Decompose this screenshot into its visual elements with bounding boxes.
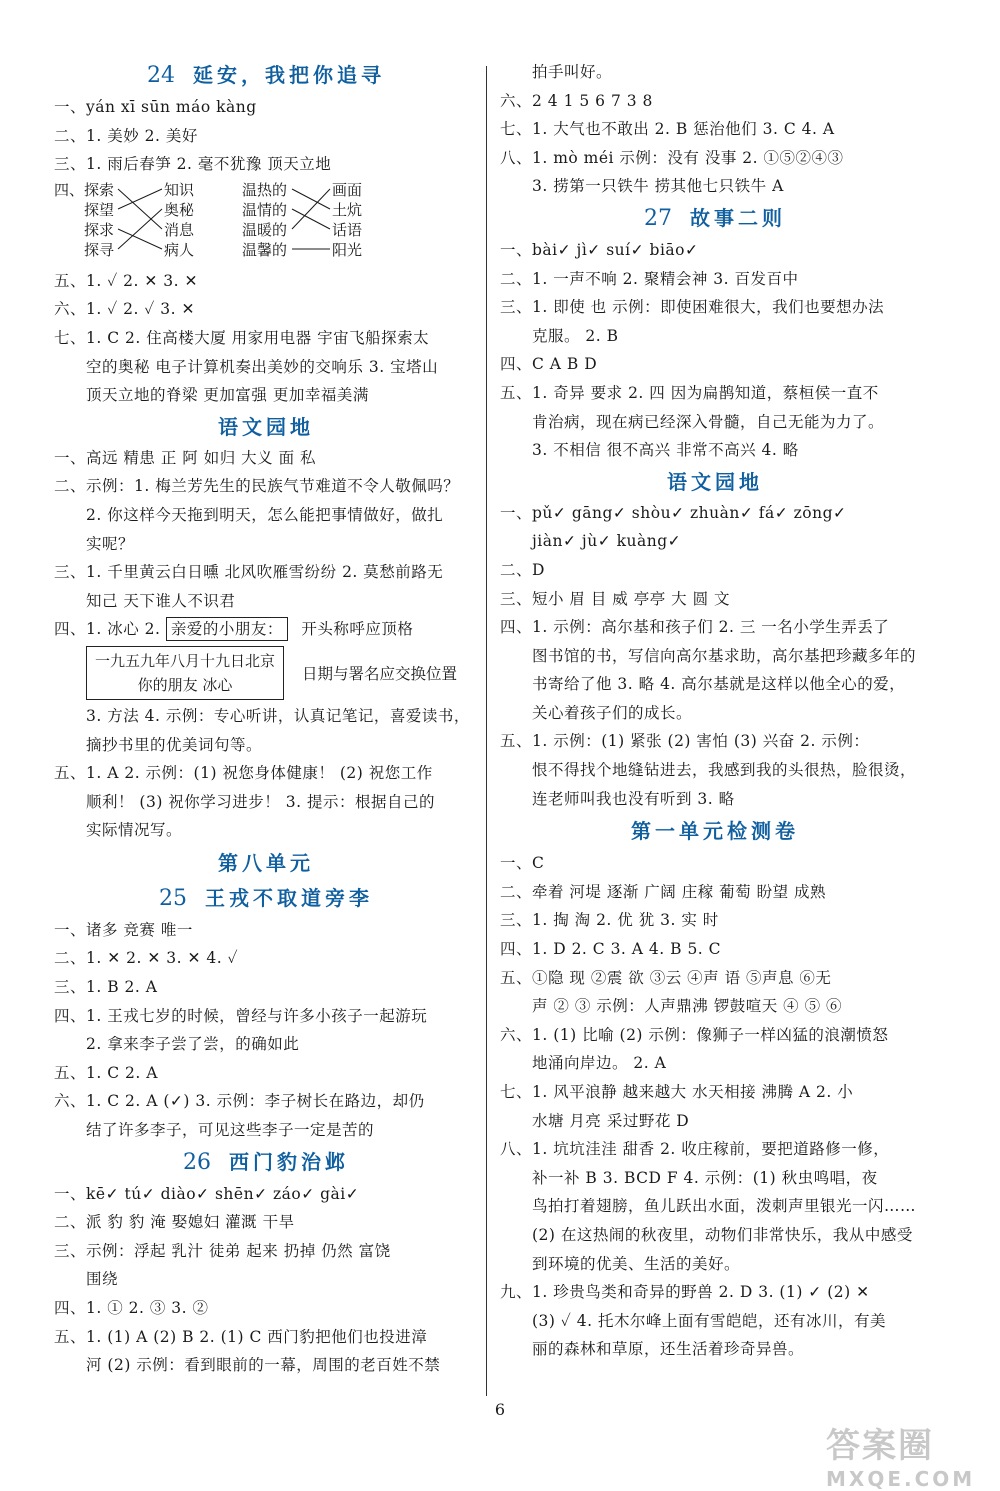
section-heading-27 bbox=[500, 201, 930, 236]
section-title: 王戎不取道旁李 bbox=[205, 885, 373, 910]
test-title: 第一单元检测卷 bbox=[631, 819, 799, 844]
answer-line: 七、1. C 2. 住高楼大厦 用家用电器 宇宙飞船探索太 bbox=[54, 328, 430, 347]
page-number: 6 bbox=[494, 1400, 506, 1419]
section-title: 故事二则 bbox=[690, 205, 786, 230]
answer-line: jiàn✓ jù✓ kuàng✓ bbox=[532, 532, 682, 551]
answer-line: 四、C A B D bbox=[500, 355, 598, 374]
section-number: 27 bbox=[644, 205, 672, 231]
answer-line: 补一补 B 3. BCD F 4. 示例：(1) 秋虫鸣唱，夜 bbox=[532, 1168, 878, 1187]
answer-line: 空的奥秘 电子计算机奏出美妙的交响乐 3. 宝塔山 bbox=[86, 357, 439, 376]
answer-line: 3. 方法 4. 示例：专心听讲，认真记笔记，喜爱读书， bbox=[86, 706, 470, 725]
match-word: 奥秘 bbox=[164, 200, 195, 219]
answer-line: 三、1. 即使 也 示例：即使困难很大，我们也要想办法 bbox=[500, 298, 885, 317]
answer-line: 连老师叫我也没有听到 3. 略 bbox=[532, 789, 735, 808]
answer-line: 关心着孩子们的成长。 bbox=[532, 703, 693, 722]
answer-line bbox=[54, 615, 478, 644]
answer-line: 四、 bbox=[54, 180, 85, 199]
answer-line: 三、示例：浮起 乳汁 徒弟 起来 扔掉 仍然 富饶 bbox=[54, 1241, 391, 1260]
word-matching-exercise bbox=[54, 179, 478, 267]
signature-line: 你的朋友 冰心 bbox=[137, 675, 233, 694]
answer-line: 三、1. 掏 淘 2. 优 犹 3. 实 时 bbox=[500, 911, 719, 930]
answer-line: 四、1. 示例：高尔基和孩子们 2. 三 一名小学生弄丢了 bbox=[500, 618, 890, 637]
answer-line: 六、1. (1) 比喻 (2) 示例：像狮子一样凶猛的浪潮愤怒 bbox=[500, 1025, 889, 1044]
answer-line: 3. 捞第一只铁牛 捞其他七只铁牛 A bbox=[532, 177, 784, 196]
answer-line: 一、bài✓ jì✓ suí✓ biāo✓ bbox=[500, 240, 699, 259]
section-heading-24 bbox=[54, 58, 478, 93]
unit-title: 第八单元 bbox=[218, 850, 314, 875]
answer-line: (3) ✓ 4. 托木尔峰上面有雪皑皑，还有冰川，有美 bbox=[532, 1311, 887, 1330]
answer-line: 五、1. 示例：(1) 紧张 (2) 害怕 (3) 兴奋 2. 示例： bbox=[500, 732, 870, 751]
answer-line: 六、1. C 2. A (✓) 3. 示例：李子树长在路边，却仍 bbox=[54, 1092, 425, 1111]
column-divider bbox=[486, 66, 487, 1396]
signature-correction bbox=[86, 644, 478, 702]
answer-line: 到环境的优美、生活的美好。 bbox=[532, 1254, 741, 1273]
answer-line: 鸟拍打着翅膀，鱼儿跃出水面，泼刺声里银光一闪…… bbox=[532, 1197, 917, 1216]
section-title: 西门豹治邺 bbox=[229, 1149, 349, 1174]
answer-line: 七、1. 风平浪静 越来越大 水天相接 沸腾 A 2. 小 bbox=[500, 1083, 854, 1101]
answer-line: 地涌向岸边。 2. A bbox=[532, 1054, 667, 1073]
answer-note: 开头称呼应顶格 bbox=[301, 620, 414, 639]
answer-line: 克服。 2. B bbox=[532, 326, 619, 345]
match-word: 探索 bbox=[84, 180, 115, 199]
answer-line: 实呢？ bbox=[86, 534, 135, 553]
answer-line: 五、1. A 2. 示例：(1) 祝您身体健康！ (2) 祝您工作 bbox=[54, 764, 433, 783]
answer-line: 七、1. 大气也不敢出 2. B 惩治他们 3. C 4. A bbox=[500, 120, 835, 139]
match-word: 温情的 bbox=[242, 200, 288, 219]
answer-line: 一、诸多 竞赛 唯一 bbox=[54, 920, 193, 939]
date-line: 一九五九年八月十九日北京 bbox=[95, 651, 276, 670]
match-word: 知识 bbox=[164, 180, 195, 199]
answer-line: 结了许多李子，可见这些李子一定是苦的 bbox=[86, 1121, 375, 1140]
answer-line: 五、1. 奇异 要求 2. 四 因为扁鹊知道，蔡桓侯一直不 bbox=[500, 383, 879, 402]
answer-line: 河 (2) 示例：看到眼前的一幕，周围的老百姓不禁 bbox=[86, 1356, 441, 1375]
answer-line: 二、1. 美妙 2. 美好 bbox=[54, 126, 198, 145]
answer-line: 拍手叫好。 bbox=[532, 63, 613, 81]
answer-line: 2. 拿来李子尝了尝，的确如此 bbox=[86, 1035, 300, 1054]
answer-line: 顶天立地的脊梁 更加富强 更加幸福美满 bbox=[86, 386, 369, 405]
answer-line: 3. 不相信 很不高兴 非常不高兴 4. 略 bbox=[532, 441, 799, 460]
answer-line: 二、示例：1. 梅兰芳先生的民族气节难道不令人敬佩吗？ bbox=[54, 477, 460, 496]
signature-box bbox=[86, 646, 284, 700]
match-lines bbox=[54, 179, 478, 267]
answer-line: (2) 在这热闹的秋夜里，动物们非常快乐，我从中感受 bbox=[532, 1225, 913, 1244]
answer-line: 五、1. (1) A (2) B 2. (1) C 西门豹把他们也投进漳 bbox=[54, 1327, 428, 1346]
watermark-logo-text: 答案圈 bbox=[826, 1426, 934, 1466]
answer-line: 三、1. 雨后春笋 2. 毫不犹豫 顶天立地 bbox=[54, 155, 332, 174]
answer-line: 声 ② ③ 示例：人声鼎沸 锣鼓喧天 ④ ⑤ ⑥ bbox=[532, 997, 842, 1016]
match-line bbox=[292, 189, 330, 209]
answer-line: 四、1. 王戎七岁的时候，曾经与许多小孩子一起游玩 bbox=[54, 1006, 428, 1025]
section-title: 延安，我把你追寻 bbox=[193, 63, 385, 87]
match-line bbox=[292, 189, 330, 229]
answer-line: 三、1. 千里黄云白日曛 北风吹雁雪纷纷 2. 莫愁前路无 bbox=[54, 563, 444, 582]
answer-line: 一、yán xī sūn máo kàng bbox=[54, 98, 257, 116]
answer-line: 二、派 豹 豹 淹 娶媳妇 灌溉 干旱 bbox=[54, 1213, 295, 1232]
answer-line: 二、牵着 河堤 逐渐 广阔 庄稼 葡萄 盼望 成熟 bbox=[500, 882, 826, 901]
answer-line: 四、1. ① 2. ③ 3. ② bbox=[54, 1299, 209, 1317]
answer-line: 二、D bbox=[500, 560, 545, 579]
answer-line: 六、2 4 1 5 6 7 3 8 bbox=[500, 91, 653, 110]
match-line bbox=[292, 209, 330, 229]
answer-line: 水塘 月亮 采过野花 D bbox=[532, 1111, 690, 1130]
answer-line: 围绕 bbox=[86, 1270, 119, 1289]
section-number: 26 bbox=[183, 1149, 211, 1175]
answer-line: 八、1. mò méi 示例：没有 没事 2. ①⑤②④③ bbox=[500, 148, 844, 167]
match-word: 温暖的 bbox=[242, 220, 288, 239]
match-word: 温馨的 bbox=[242, 240, 288, 259]
answer-line: 图书馆的书，写信向高尔基求助，高尔基把珍藏多年的 bbox=[532, 646, 917, 665]
section-heading-garden: 语文园地 bbox=[218, 414, 314, 439]
answer-line: 知己 天下谁人不识君 bbox=[86, 591, 236, 610]
section-number: 24 bbox=[147, 63, 175, 88]
answer-line: 书寄给了他 3. 略 4. 高尔基就是这样以他全心的爱， bbox=[532, 675, 906, 694]
answer-line: 丽的森林和草原，还生活着珍奇异兽。 bbox=[532, 1340, 805, 1359]
answer-line: 二、1. 一声不响 2. 聚精会神 3. 百发百中 bbox=[500, 269, 799, 288]
left-column bbox=[54, 58, 478, 1380]
answer-line: 八、1. 坑坑洼洼 甜香 2. 收庄稼前，要把道路修一修， bbox=[500, 1140, 890, 1159]
answer-line: 五、1. C 2. A bbox=[54, 1063, 158, 1082]
answer-line: 一、高远 精患 正 阿 如归 大义 面 私 bbox=[54, 448, 316, 467]
answer-note: 日期与署名应交换位置 bbox=[302, 664, 458, 683]
answer-line: 摘抄书里的优美词句等。 bbox=[86, 735, 263, 754]
answer-line: 2. 你这样今天拖到明天，怎么能把事情做好，做扎 bbox=[86, 505, 444, 524]
answer-line: 九、1. 珍贵鸟类和奇异的野兽 2. D 3. (1) ✓ (2) ✕ bbox=[500, 1283, 870, 1302]
answer-line: 二、1. ✕ 2. ✕ 3. ✕ 4. ✓ bbox=[54, 949, 239, 968]
answer-line: 三、短小 眉 目 威 亭亭 大 圆 文 bbox=[500, 589, 730, 608]
match-line bbox=[118, 189, 162, 229]
section-heading-garden: 语文园地 bbox=[667, 469, 763, 494]
match-word: 病人 bbox=[164, 240, 195, 259]
match-word: 消息 bbox=[164, 220, 195, 239]
answer-line: 三、1. B 2. A bbox=[54, 978, 158, 997]
match-word: 画面 bbox=[332, 180, 363, 199]
section-number: 25 bbox=[159, 885, 187, 911]
answer-line: 恨不得找个地缝钻进去，我感到我的头很热，脸很烫， bbox=[532, 761, 917, 780]
answer-line: 四、1. D 2. C 3. A 4. B 5. C bbox=[500, 940, 722, 959]
answer-line: 五、①隐 现 ②震 欲 ③云 ④声 语 ⑤声息 ⑥无 bbox=[500, 968, 832, 987]
salutation-box: 亲爱的小朋友： bbox=[166, 617, 288, 641]
section-heading-25 bbox=[54, 881, 478, 916]
answer-line: 五、1. ✓ 2. ✕ 3. ✕ bbox=[54, 271, 198, 290]
match-word: 探寻 bbox=[84, 240, 115, 259]
match-word: 探望 bbox=[84, 200, 115, 219]
match-word: 话语 bbox=[332, 220, 363, 239]
match-word: 阳光 bbox=[332, 240, 363, 259]
right-column bbox=[500, 58, 930, 1364]
match-line bbox=[118, 229, 162, 249]
answer-line: 一、pǔ✓ gāng✓ shòu✓ zhuàn✓ fá✓ zōng✓ bbox=[500, 503, 847, 522]
match-line bbox=[118, 189, 162, 209]
answer-line: 实际情况写。 bbox=[86, 821, 183, 840]
answer-line: 肯治病，现在病已经深入骨髓，自己无能为力了。 bbox=[532, 412, 885, 431]
answer-line: 一、C bbox=[500, 854, 545, 873]
section-heading-26 bbox=[54, 1145, 478, 1180]
watermark-site-text: MXQE.COM bbox=[826, 1467, 976, 1491]
match-word: 探求 bbox=[84, 220, 115, 239]
match-word: 温热的 bbox=[242, 180, 288, 199]
watermark-logo bbox=[826, 1418, 976, 1491]
answer-line: 一、kē✓ tú✓ diào✓ shēn✓ záo✓ gài✓ bbox=[54, 1184, 360, 1203]
answer-line: 顺利！ (3) 祝你学习进步！ 3. 提示：根据自己的 bbox=[86, 792, 435, 811]
answer-line: 六、1. ✓ 2. ✓ 3. ✕ bbox=[54, 300, 195, 319]
answer-text: 四、1. 冰心 2. bbox=[54, 620, 161, 639]
match-line bbox=[118, 209, 162, 249]
match-word: 土炕 bbox=[332, 200, 363, 219]
